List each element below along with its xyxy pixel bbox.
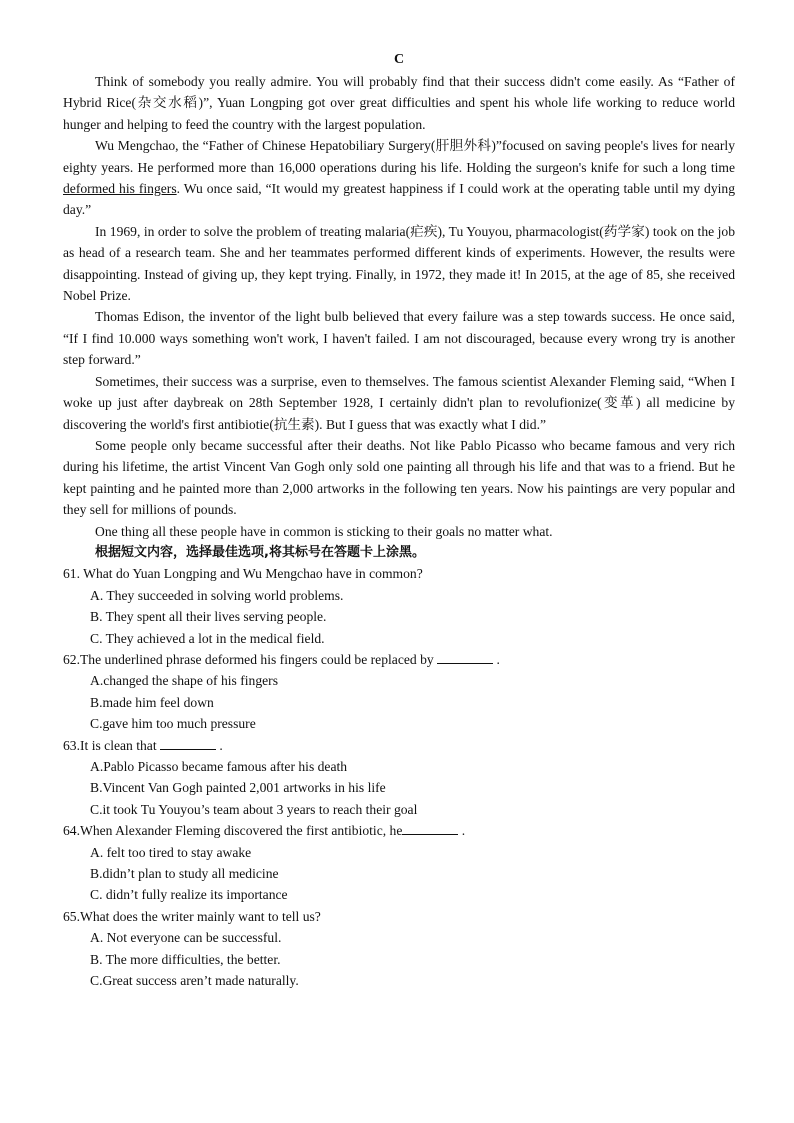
underlined-phrase: deformed his fingers <box>63 181 177 197</box>
question-stem: 64.When Alexander Fleming discovered the first antibiotic, he . <box>63 823 466 839</box>
paragraph-6: Some people only became successful after their deaths. Not like Pablo Picasso who became famous and very rich during his lifetime, the artist Vincent Van Gogh only sold one painting all through his life and that was to a friend. But he kept painting and he painted more than 2,000 artworks in the following ten years. Now his paintings are very popular and they sell for millions of pounds. <box>63 437 735 518</box>
question-stem: 65.What does the writer mainly want to tell us? <box>63 908 321 924</box>
paragraph-5: Sometimes, their success was a surprise, even to themselves. The famous scientist Alexander Fleming said, “When I woke up just after daybreak on 28th September 1928, I certainly didn't plan to revolufionize(变革) all medicine by discovering the world's first antibiotie(抗生素). But I guess that was exactly what I did.” <box>63 373 735 432</box>
paragraph-7: One thing all these people have in common is sticking to their goals no matter what. <box>95 523 553 539</box>
option-b: B.Vincent Van Gogh painted 2,001 artworks in his life <box>90 780 386 796</box>
passage-label: C <box>393 52 405 67</box>
option-a: A. Not everyone can be successful. <box>90 930 282 946</box>
option-c: C. didn’t fully realize its importance <box>90 887 288 903</box>
option-a: A. They succeeded in solving world problems. <box>90 587 344 603</box>
option-b: B.didn’t plan to study all medicine <box>90 866 279 882</box>
answer-blank <box>160 736 216 750</box>
question-61 <box>63 563 735 649</box>
question-65 <box>63 906 735 992</box>
option-b: B. They spent all their lives serving people. <box>90 609 327 625</box>
paragraph-3: In 1969, in order to solve the problem of treating malaria(疟疾), Tu Youyou, pharmacologist(药学家) took on the job as head of a research team. She and her teammates performed different kinds of experiments. However, the results were disappointing. Instead of giving up, they kept trying. Finally, in 1972, they made it! In 2015, at the age of 85, she received Nobel Prize. <box>63 223 735 304</box>
question-stem: 63.It is clean that . <box>63 737 223 753</box>
question-62 <box>63 649 735 735</box>
option-a: A. felt too tired to stay awake <box>90 844 252 860</box>
option-b: B.made him feel down <box>90 694 214 710</box>
question-stem: 62.The underlined phrase deformed his fingers could be replaced by . <box>63 651 500 667</box>
option-a: A.changed the shape of his fingers <box>90 673 278 689</box>
passage-body <box>63 71 735 542</box>
question-stem: 61. What do Yuan Longping and Wu Mengchao have in common? <box>63 566 423 582</box>
question-64 <box>63 820 735 906</box>
option-c: C.gave him too much pressure <box>90 716 256 732</box>
paragraph-1: Think of somebody you really admire. You will probably find that their success didn't come easily. As “Father of Hybrid Rice(杂交水稻)”, Yuan Longping got over great difficulties and spent his whole life working to reduce world hunger and helping to feed the country with the largest population. <box>63 74 735 132</box>
document-page <box>63 50 735 991</box>
option-c: C. They achieved a lot in the medical field. <box>90 630 325 646</box>
answer-blank <box>437 650 493 664</box>
option-a: A.Pablo Picasso became famous after his death <box>90 758 348 774</box>
answer-blank <box>402 821 458 835</box>
question-63 <box>63 735 735 821</box>
option-b: B. The more difficulties, the better. <box>90 951 281 967</box>
paragraph-2: Wu Mengchao, the “Father of Chinese Hepatobiliary Surgery(肝胆外科)”focused on saving people's lives for nearly eighty years. He performed more than 16,000 operations during his life. Holding the surgeon's knife for such a long time deformed his fingers. Wu once said, “It would my greatest happiness if I could work at the operating table until my dying day.” <box>63 138 736 218</box>
paragraph-4: Thomas Edison, the inventor of the light bulb believed that every failure was a step towards success. He once said, “If I find 10.000 ways something won't work, I haven't failed. I am not discouraged, because every wrong try is another step forward.” <box>63 309 735 368</box>
option-c: C.Great success aren’t made naturally. <box>90 973 299 989</box>
instruction: 根据短文内容，选择最佳选项,将其标号在答题卡上涂黑。 <box>95 544 425 560</box>
option-c: C.it took Tu Youyou’s team about 3 years to reach their goal <box>90 801 418 817</box>
